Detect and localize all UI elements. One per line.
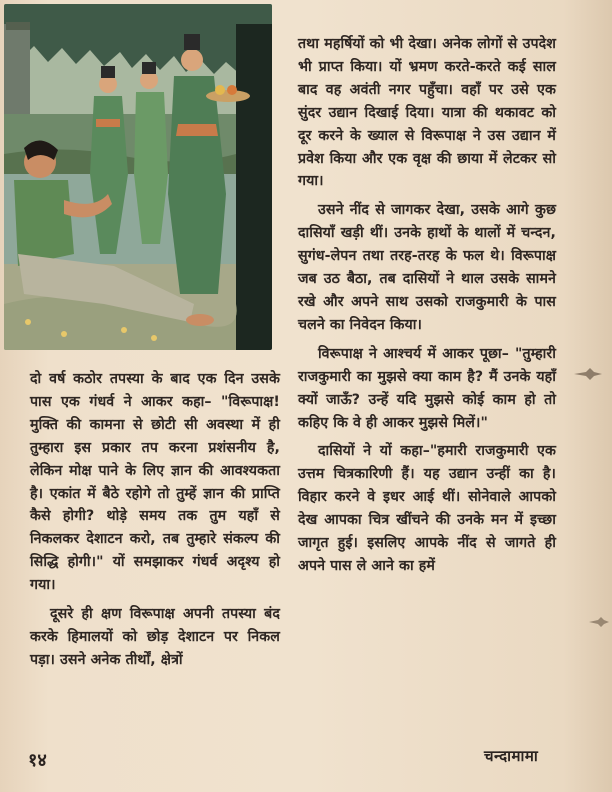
- right-text-column: [298, 33, 556, 578]
- staple-icon: [588, 616, 610, 628]
- paragraph: विरूपाक्ष ने आश्चर्य में आकर पूछा– "तुम्हारी राजकुमारी का मुझसे क्या काम है? मैं उनके यहाँ क्यों जाऊँ? उन्हें यदि मुझसे कोई काम हो तो कहिए कि वे ही आकर मुझसे मिलें।": [298, 345, 556, 431]
- paragraph: उसने नींद से जागकर देखा, उसके आगे कुछ दासियाँ खड़ी थीं। उनके हाथों के थालों में चन्दन, सुगंध-लेपन तथा तरह-तरह के फल थे। विरूपाक्ष जब उठ बैठा, तब दासियों ने थाल उसके सामने रखे और अपने साथ उसको राजकुमारी के पास चलने का निवेदन किया।: [298, 202, 556, 333]
- staple-icon: [572, 366, 604, 382]
- magazine-name: चन्दामामा: [484, 747, 539, 765]
- page-number: १४: [28, 750, 47, 771]
- paragraph: दो वर्ष कठोर तपस्या के बाद एक दिन उसके पास एक गंधर्व ने आकर कहा– "विरूपाक्ष! मुक्ति की कामना से छोटी सी अवस्था में ही तुम्हारा इस प्रकार तप करना प्रशंसनीय है, लेकिन मोक्ष पाने के लिए ज्ञान की आवश्यकता है। एकांत में बैठे रहोगे तो तुम्हें ज्ञान की प्राप्ति कैसे होगी? थोड़े समय तक तुम यहाँ से निकलकर देशाटन करो, तब तुम्हारे संकल्प की सिद्धि होगी।" यों समझाकर गंधर्व अदृश्य हो गया।: [30, 371, 280, 594]
- story-illustration: [4, 4, 272, 350]
- paragraph: तथा महर्षियों को भी देखा। अनेक लोगों से उपदेश भी प्राप्त किया। यों भ्रमण करते-करते कई साल बाद वह अवंती नगर पहुँचा। वहाँ पर उसे एक सुंदर उद्यान दिखाई दिया। यात्रा की थकावट को दूर करने के ख्याल से विरूपाक्ष ने उस उद्यान में प्रवेश किया और एक वृक्ष की छाया में लेटकर सो गया।: [298, 36, 556, 190]
- paragraph: दासियों ने यों कहा–"हमारी राजकुमारी एक उत्तम चित्रकारिणी हैं। यह उद्यान उन्हीं का है। विहार करने वे इधर आई थीं। सोनेवाले आपको देख आपका चित्र खींचने की उनके मन में इच्छा जागृत हुई। इसलिए आपके नींद से जागते ही अपने पास ले आने का हमें: [298, 443, 556, 574]
- paragraph: दूसरे ही क्षण विरूपाक्ष अपनी तपस्या बंद करके हिमालयों को छोड़ देशाटन पर निकल पड़ा। उसने अनेक तीर्थों, क्षेत्रों: [30, 606, 280, 668]
- left-text-column: [30, 368, 280, 672]
